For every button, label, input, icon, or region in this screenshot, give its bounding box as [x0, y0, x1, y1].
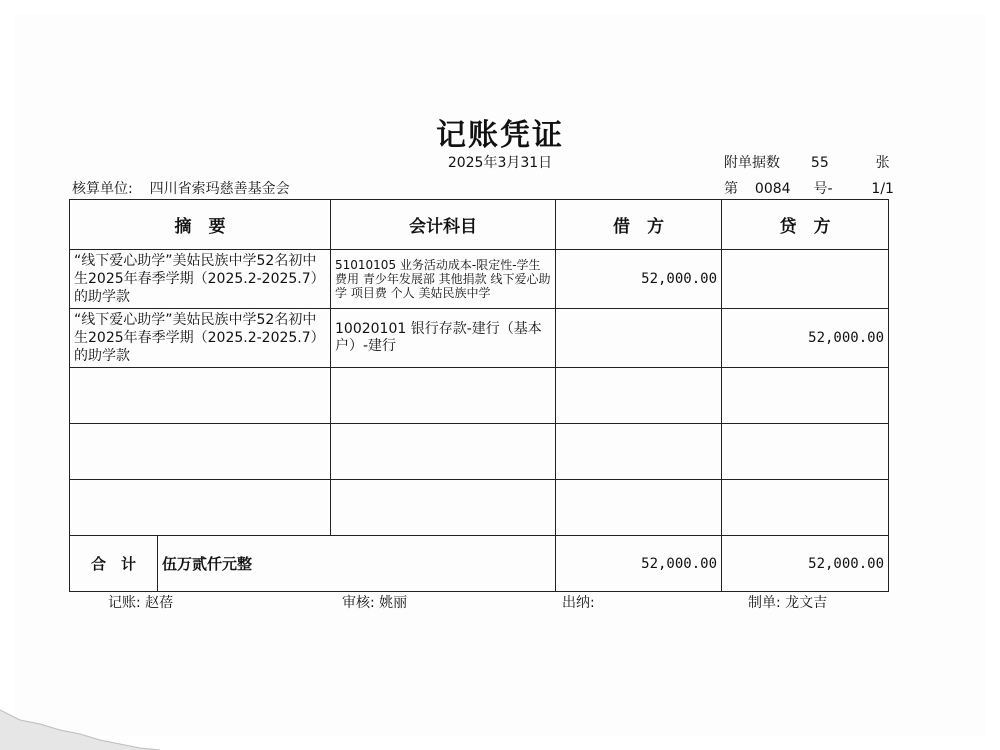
- row-credit: [722, 250, 889, 309]
- empty-row: [70, 424, 889, 480]
- header-row: [70, 200, 889, 250]
- row-debit: [556, 309, 722, 368]
- row-account: 10020101 银行存款-建行（基本户）-建行: [331, 309, 556, 368]
- bookkeeper-name: 赵蓓: [145, 595, 174, 611]
- row-debit: 52,000.00: [556, 250, 722, 309]
- voucher-page: 1/1: [871, 181, 894, 197]
- attachment-count: [724, 152, 890, 172]
- torn-paper-edge: [0, 690, 180, 750]
- table-row: [70, 309, 889, 368]
- header-debit: 借 方: [556, 200, 722, 250]
- cashier-label: 出纳:: [562, 595, 595, 611]
- bookkeeper: [108, 592, 173, 612]
- table-row: [70, 250, 889, 309]
- reviewer-label: 审核:: [342, 595, 375, 611]
- voucher-prefix: 第: [724, 181, 738, 197]
- attachment-label: 附单据数: [724, 155, 780, 171]
- voucher-table: [69, 199, 889, 592]
- cashier: [562, 592, 595, 612]
- total-credit: 52,000.00: [722, 536, 889, 592]
- maker: [748, 592, 827, 612]
- voucher-no: 0084: [754, 181, 791, 197]
- reviewer-name: 姚丽: [379, 595, 408, 611]
- maker-label: 制单:: [748, 595, 781, 611]
- row-account: 51010105 业务活动成本-限定性-学生费用 青少年发展部 其他捐款 线下爱心助学 项目费 个人 美姑民族中学: [331, 250, 556, 309]
- row-credit: 52,000.00: [722, 309, 889, 368]
- total-amount-words: 伍万贰仟元整: [158, 536, 556, 592]
- total-label: 合 计: [70, 536, 158, 592]
- row-summary: “线下爱心助学”美姑民族中学52名初中生2025年春季学期（2025.2-2025.7）的助学款: [70, 309, 331, 368]
- header-summary: 摘 要: [70, 200, 331, 250]
- voucher-title: 记账凭证: [436, 118, 564, 153]
- bookkeeper-label: 记账:: [108, 595, 141, 611]
- empty-row: [70, 480, 889, 536]
- accounting-unit: [72, 178, 290, 198]
- empty-row: [70, 368, 889, 424]
- total-debit: 52,000.00: [556, 536, 722, 592]
- voucher-number: [724, 178, 894, 198]
- reviewer: [342, 592, 407, 612]
- total-row: [70, 536, 889, 592]
- maker-name: 龙文吉: [785, 595, 828, 611]
- attachment-number: 55: [810, 155, 829, 171]
- header-credit: 贷 方: [722, 200, 889, 250]
- header-account: 会计科目: [331, 200, 556, 250]
- voucher-date: 2025年3月31日: [447, 155, 553, 171]
- voucher-suffix: 号-: [813, 181, 833, 197]
- unit-name: 四川省索玛慈善基金会: [149, 181, 290, 197]
- row-summary: “线下爱心助学”美姑民族中学52名初中生2025年春季学期（2025.2-2025.7）的助学款: [70, 250, 331, 309]
- unit-label: 核算单位:: [72, 181, 133, 197]
- attachment-unit: 张: [875, 155, 890, 171]
